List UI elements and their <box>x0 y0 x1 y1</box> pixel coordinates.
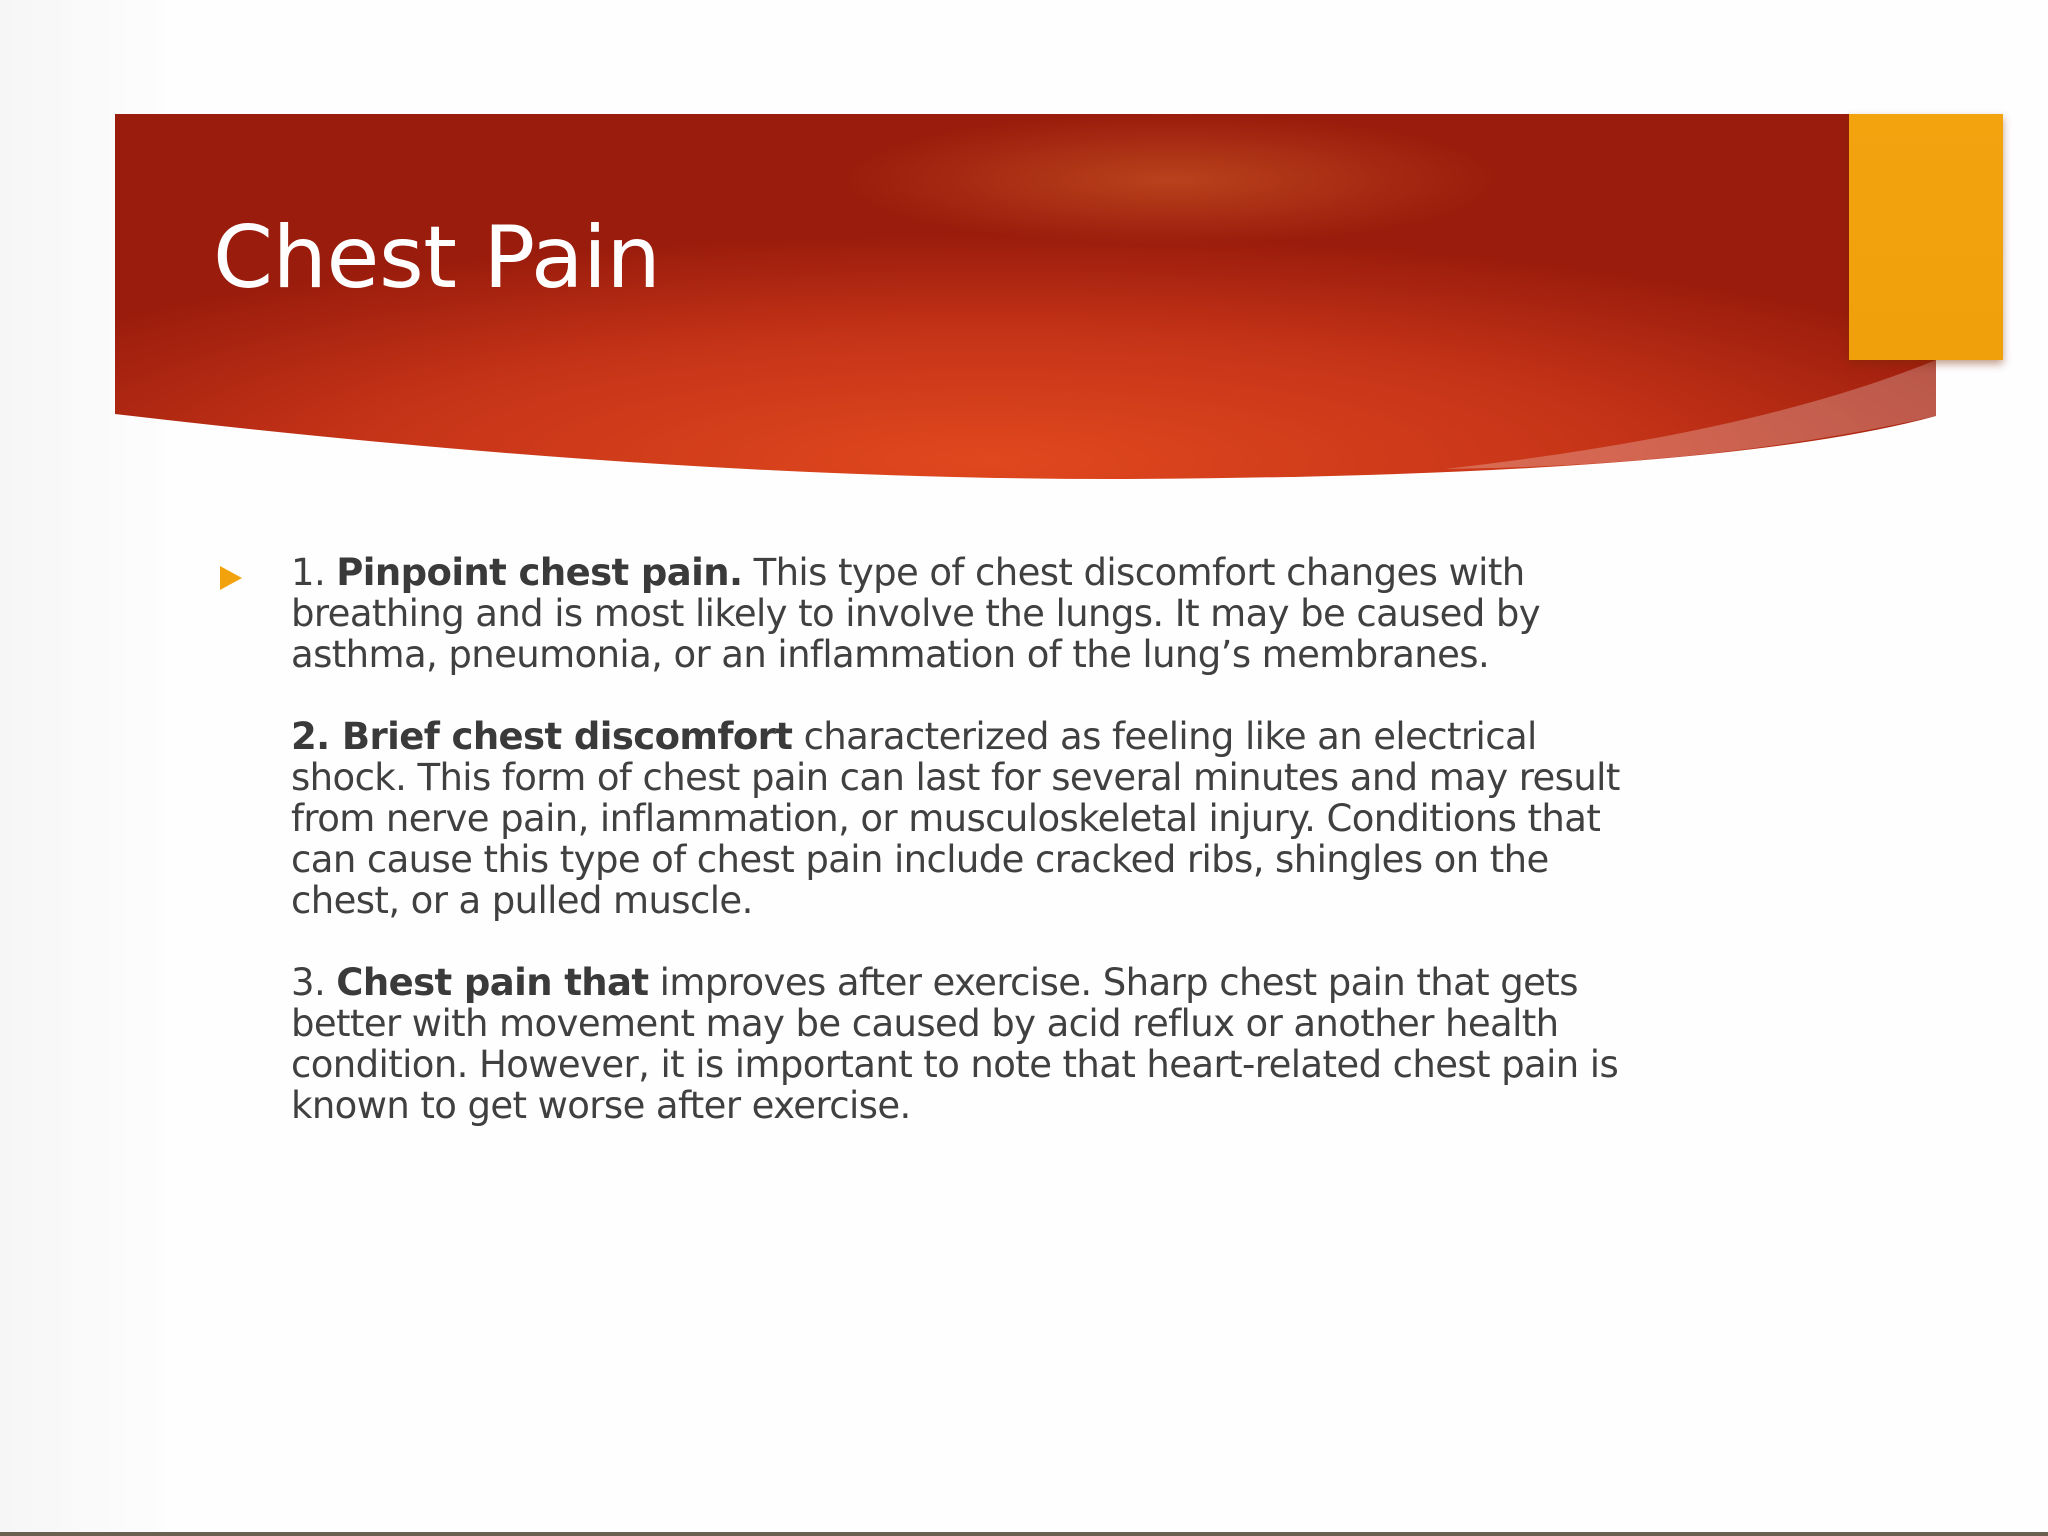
item-heading: Chest pain that <box>336 961 649 1004</box>
bottom-edge <box>0 1532 2048 1536</box>
list-item <box>291 716 1621 921</box>
item-heading: Pinpoint chest pain. <box>336 551 743 594</box>
accent-tab <box>1849 114 2003 360</box>
item-number: 3. <box>291 961 326 1004</box>
item-text: improves after exercise. Sharp chest pain that gets better with movement may be caused by acid reflux or another health condition. However, it is important to note that heart-related chest pain is known to get worse after exercise. <box>291 961 1619 1127</box>
list-item <box>291 552 1621 675</box>
list-item <box>291 962 1621 1126</box>
triangle-right-icon <box>218 565 244 591</box>
bullet-content <box>291 552 1621 1167</box>
item-heading: 2. Brief chest discomfort <box>291 715 793 758</box>
item-text: characterized as feeling like an electrical shock. This form of chest pain can last for several minutes and may result from nerve pain, inflammation, or musculoskeletal injury. Conditions that can cause this type of chest pain include cracked ribs, shingles on the chest, or a pulled muscle. <box>291 715 1620 922</box>
item-number: 1. <box>291 551 326 594</box>
item-text: This type of chest discomfort changes with breathing and is most likely to involve the lungs. It may be caused by asthma, pneumonia, or an inflammation of the lung’s membranes. <box>291 551 1541 676</box>
page-title: Chest Pain <box>213 208 661 308</box>
